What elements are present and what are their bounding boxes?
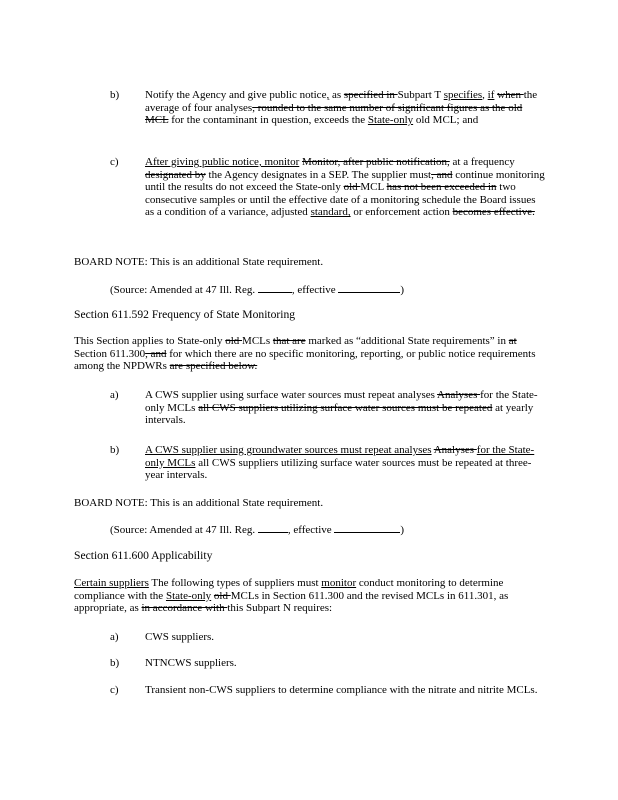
deleted-text: , and <box>145 347 167 360</box>
inserted-text: standard, <box>310 206 351 219</box>
inserted-text: State-only <box>165 589 212 602</box>
inserted-text: monitor <box>321 577 357 589</box>
list-item-cws: CWS suppliers. <box>145 631 215 643</box>
text-run: for which there are no specific monitoring, reporting, or public notice requirements among the NPDWRs <box>74 347 536 373</box>
text-run: as <box>329 89 344 101</box>
item-label: b) <box>110 444 120 456</box>
item-label: a) <box>110 631 119 643</box>
deleted-text: becomes effective. <box>452 206 535 219</box>
deleted-text: designated by <box>145 168 206 181</box>
item-label: b) <box>110 657 120 669</box>
text-run: this Subpart N requires: <box>227 602 333 615</box>
text-run: MCLs in Section 611.300 and the revised MCLs in 611.301, as appropriate, as <box>74 589 509 615</box>
text-run: the Agency designates in a SEP. The supplier must <box>205 168 432 181</box>
deleted-text: Analyses <box>437 389 481 401</box>
deleted-text: Monitor, after public notification, <box>302 156 450 168</box>
text-run: or enforcement action <box>350 206 453 219</box>
section-heading-611-600: Section 611.600 Applicability <box>74 549 213 562</box>
inserted-text: specifies <box>443 89 483 101</box>
text-run: Section 611.300 <box>74 347 146 360</box>
section-611-592-intro <box>74 335 542 373</box>
deleted-text: , rounded to the same number of significant figures as the old MCL <box>145 101 523 127</box>
text-run: at yearly intervals. <box>145 401 534 427</box>
inserted-text: State-only <box>367 114 414 127</box>
item-label: c) <box>110 684 119 696</box>
inserted-text: for the State-only MCLs <box>145 444 535 469</box>
deleted-text: at <box>508 335 517 347</box>
text-run: marked as “additional State requirements” in <box>305 335 509 347</box>
list-item-transient: Transient non-CWS suppliers to determine compliance with the nitrate and nitrite MCLs. <box>145 684 538 696</box>
board-note: BOARD NOTE: This is an additional State requirement. <box>74 256 324 268</box>
text-run: Notify the Agency and give public notice <box>145 89 327 101</box>
inserted-text: After giving public notice, monitor <box>145 156 300 168</box>
deleted-text: old <box>213 589 231 602</box>
item-label: c) <box>110 156 119 168</box>
text-run: for the contaminant in question, exceeds the <box>168 114 368 127</box>
deleted-text: old <box>343 181 361 194</box>
board-note: BOARD NOTE: This is an additional State requirement. <box>74 497 324 509</box>
deleted-text: specified in <box>343 89 398 101</box>
text-run: conduct monitoring to determine compliance with the <box>74 577 504 602</box>
text-run: for the State-only MCLs <box>145 389 538 414</box>
deleted-text: when <box>497 89 524 101</box>
source-note: (Source: Amended at 47 Ill. Reg. , effective ) <box>110 524 405 536</box>
item-label: a) <box>110 389 119 401</box>
text-run: , <box>482 89 488 101</box>
deleted-text: are specified below. <box>169 360 258 373</box>
source-note: (Source: Amended at 47 Ill. Reg. , effective ) <box>110 284 405 296</box>
inserted-text: if <box>487 89 495 101</box>
inserted-text: A CWS supplier using groundwater sources must repeat analyses <box>145 444 432 456</box>
deleted-text: , and <box>431 168 453 181</box>
text-run: MCL <box>360 181 387 194</box>
text-run: two consecutive samples or until the effective date of a monitoring schedule the Board issues as a condition of a variance, adjusted <box>145 181 536 219</box>
inserted-text: , <box>326 89 330 101</box>
deleted-text: in accordance with <box>141 602 228 615</box>
list-item-ntncws: NTNCWS suppliers. <box>145 657 237 669</box>
paragraph-notify-agency <box>145 89 545 127</box>
paragraph-surface-water <box>145 389 540 427</box>
deleted-text: that are <box>272 335 306 347</box>
text-run: continue monitoring until the results do not exceed the State-only <box>145 168 545 194</box>
paragraph-groundwater <box>145 444 545 482</box>
text-run: the average of four analyses <box>145 89 538 114</box>
text-run: This Section applies to State-only <box>74 335 226 347</box>
paragraph-after-public-notice <box>145 156 545 219</box>
text-run: all CWS suppliers utilizing surface water sources must be repeated at three-year intervals. <box>145 456 532 482</box>
deleted-text: all CWS suppliers utilizing surface water sources must be repeated <box>198 401 493 414</box>
text-run: MCLs <box>242 335 273 347</box>
text-run: The following types of suppliers must <box>148 577 322 589</box>
deleted-text: has not been exceeded in <box>386 181 497 194</box>
deleted-text: Analyses <box>433 444 477 456</box>
section-611-600-intro <box>74 577 550 615</box>
text-run: at a frequency <box>449 156 515 168</box>
text-run: A CWS supplier using surface water sources must repeat analyses <box>145 389 438 401</box>
section-heading-611-592: Section 611.592 Frequency of State Monitoring <box>74 308 296 321</box>
inserted-text: Certain suppliers <box>74 577 149 589</box>
text-run: old MCL; and <box>413 114 479 127</box>
text-run: Subpart T <box>397 89 444 101</box>
item-label: b) <box>110 89 120 101</box>
deleted-text: old <box>225 335 243 347</box>
